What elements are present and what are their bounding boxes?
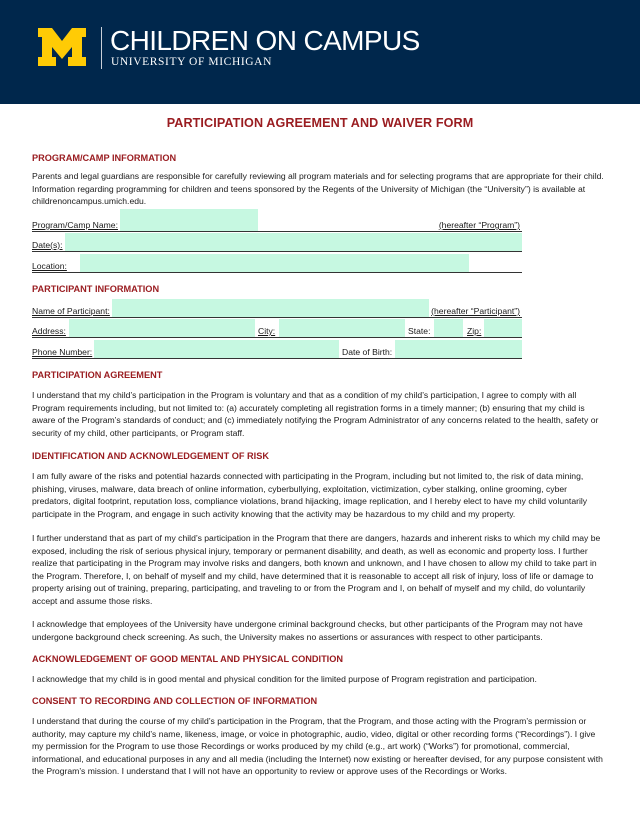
risk-paragraph-2: I further understand that as part of my child’s participation in the Program that there are dangers, hazards and inherent risks to which my child may be exposed, including the risk of serious physical injury, temporary or permanent disability, and death, as well as economic and property loss. I further realize that participating in the Program may involve risks and dangers, both known and unknown, and I have chosen to allow my child to take part in the Program. Therefore, I, on behalf of myself and my child, have determined that it is reasonable to accept all risk of injury, loss of life or damage to property arising out of training, preparing, participating, and traveling to or from the Program and I, on behalf of myself and my child, do voluntarily accept and assume those risks. (32, 533, 601, 606)
org-name: CHILDREN ON CAMPUS (110, 25, 420, 56)
section-heading-mental: ACKNOWLEDGEMENT OF GOOD MENTAL AND PHYSICAL CONDITION (32, 654, 344, 664)
phone-row (32, 340, 522, 359)
state-input[interactable] (434, 319, 463, 337)
section-heading-agreement: PARTICIPATION AGREEMENT (32, 370, 163, 380)
dob-label: Date of Birth: (342, 347, 393, 357)
consent-text: I understand that during the course of my child’s participation in the Program, that the Program, and those acting with the Program’s permission or authority, may capture my child’s name, likeness, image, or voice in photographic, audio, video, digital or other recording forms (“Recordings”). I give my permission for the Program to use those Recordings or works produced by my child (e.g., art work) (“Works”) for promotional, commercial, informational, and educational purposes in any and all media (including the Internet) now existing or hereafter devised, for any purpose consistent with the Program’s mission. I understand that I will not have an opportunity to review or approve uses of the Recordings or Works. (32, 716, 603, 777)
location-label: Location: (32, 261, 67, 271)
university-name: UNIVERSITY OF MICHIGAN (111, 56, 272, 68)
zip-input[interactable] (484, 319, 522, 337)
city-label: City: (258, 326, 276, 336)
location-input[interactable] (80, 254, 469, 272)
address-row (32, 319, 522, 338)
program-name-row (32, 213, 522, 232)
program-name-suffix: (hereafter “Program”) (438, 220, 520, 230)
state-label: State: (408, 326, 431, 336)
participant-name-suffix: (hereafter “Participant”) (431, 306, 520, 316)
program-intro: Parents and legal guardians are responsible for carefully reviewing all program materials and for selecting programs that are appropriate for their child. Information regarding programming for children and teens sponsored by the Regents of the University of Michigan (the “University”) is available at childrenoncampus.umich.edu. (32, 171, 604, 207)
participant-name-row (32, 299, 522, 318)
location-row (32, 254, 522, 273)
city-input[interactable] (279, 319, 405, 337)
phone-input[interactable] (94, 340, 339, 358)
risk-paragraph-3: I acknowledge that employees of the University have undergone criminal background checks, but other participants of the Program may not have undergone background check screening. As such, the University makes no assertions or assurances with respect to other participants. (32, 619, 583, 642)
dates-label: Date(s): (32, 240, 63, 250)
dob-input[interactable] (395, 340, 522, 358)
address-label: Address: (32, 326, 66, 336)
mental-text: I acknowledge that my child is in good mental and physical condition for the limited purpose of Program registration and participation. (32, 674, 537, 684)
participant-name-input[interactable] (112, 299, 429, 317)
program-name-label: Program/Camp Name: (32, 220, 118, 230)
agreement-text: I understand that my child’s participation in the Program is voluntary and that as a condition of my child’s participation, I agree to comply with all Program requirements including, but not limited to: (a) accurately completing all registration forms in a timely manner; (b) ensuring that my child is aware of the Program’s standards of conduct; and (c) immediately notifying the Program Administrator of any concerns related to the health, safety or security of my child, other participants, or Program staff. (32, 390, 599, 438)
logo-divider (101, 27, 102, 69)
program-name-input[interactable] (120, 209, 258, 231)
dates-row (32, 233, 522, 252)
header-banner (0, 0, 640, 104)
section-heading-participant: PARTICIPANT INFORMATION (32, 284, 160, 294)
risk-paragraph-1: I am fully aware of the risks and potential hazards connected with participating in the Program, including but not limited to, the risk of data mining, phishing, viruses, malware, data breach of online information, cyberbullying, exploitation, victimization, cyber stalking, online grooming, cyber predators, digital footprint, reputation loss, compliance violations, brand hijacking, image replication, and I hereby elect to have my child voluntarily participate in the Program, and engage in such activity knowing that the activity may be hazardous to my child and my property. (32, 471, 588, 519)
phone-label: Phone Number: (32, 347, 93, 357)
participant-name-label: Name of Participant: (32, 306, 110, 316)
section-heading-program: PROGRAM/CAMP INFORMATION (32, 153, 177, 163)
section-heading-consent: CONSENT TO RECORDING AND COLLECTION OF INFORMATION (32, 696, 318, 706)
dates-input[interactable] (65, 233, 522, 251)
university-logo-m-icon (38, 28, 86, 66)
address-input[interactable] (69, 319, 255, 337)
form-title: PARTICIPATION AGREEMENT AND WAIVER FORM (166, 116, 474, 130)
zip-label: Zip: (467, 326, 482, 336)
section-heading-risk: IDENTIFICATION AND ACKNOWLEDGEMENT OF RISK (32, 451, 269, 461)
